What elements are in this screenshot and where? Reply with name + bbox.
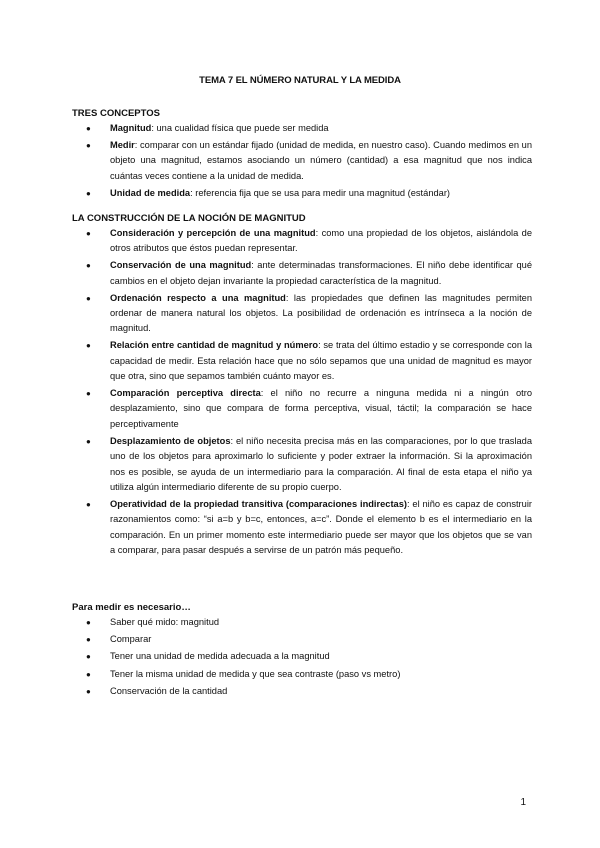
item-text: : el niño necesita precisa más en las comparaciones, por lo que traslada uno de los objetos para aproximarlo lo suficiente y poder extraer la información. Si la aproximación nos es posible, se ayuda de un intermediario para la comparación. Al final de esta etapa el niño ya utiliza algún intermediario diferente de su propio cuerpo. [110,435,532,492]
document-title: TEMA 7 EL NÚMERO NATURAL Y LA MEDIDA [199,75,401,86]
bullet-icon: ● [86,686,91,696]
list-item [72,138,532,184]
item-lead: Consideración y percepción de una magnitud [110,228,316,238]
bullet-icon: ● [86,618,91,627]
item-lead: Conservación de una magnitud [110,260,252,271]
item-text: Conservación de la cantidad [110,685,228,696]
item-text: : como una propiedad de los objetos, aislándola de otros atributos que éstos puedan representar. [110,228,532,254]
bullet-icon: ● [86,389,91,399]
list-item [72,649,532,664]
bullet-icon: ● [86,499,91,509]
item-text: : una cualidad física que puede ser medida [151,123,329,133]
list-item [72,497,532,559]
bullet-icon: ● [86,436,91,446]
bullet-icon: ● [86,261,91,271]
bullet-icon: ● [86,229,91,238]
item-text: : el niño no recurre a ninguna medida ni a ningún otro desplazamiento, sino que compara de forma perceptiva, visual, táctil; la comparación se hace perceptivamente [110,388,532,429]
list-item [72,258,532,289]
section-list-tres-conceptos [72,121,532,203]
item-lead: Comparación perceptiva directa [110,388,261,399]
list-item [72,684,532,699]
list-item [72,226,532,257]
item-text: Comparar [110,634,152,645]
item-lead: Magnitud [110,123,152,133]
item-text: : ante determinadas transformaciones. El niño debe identificar qué cambios en el objeto dejan invariante la propiedad característica de la magnitud. [110,260,532,286]
bullet-icon: ● [86,635,91,645]
section-heading-construccion: LA CONSTRUCCIÓN DE LA NOCIÓN DE MAGNITUD [72,213,306,224]
item-text: Tener la misma unidad de medida y que sea contraste (paso vs metro) [110,668,401,679]
bullet-icon: ● [86,652,91,662]
section-heading-para-medir: Para medir es necesario… [72,602,191,613]
item-lead: Unidad de medida [110,187,191,198]
page-number: 1 [520,797,526,808]
item-text: Saber qué mido: magnitud [110,617,220,627]
item-text: : comparar con un estándar fijado (unidad de medida, en nuestro caso). Cuando medimos en un objeto una magnitud, estamos asociando un número (cantidad) a esa magnitud que nos indica cuántas veces contiene a la unidad de medida. [110,139,532,181]
bullet-icon: ● [86,669,91,679]
bullet-icon: ● [86,188,91,198]
item-lead: Relación entre cantidad de magnitud y número [110,340,319,351]
item-text: : el niño es capaz de construir razonamientos como: “si a=b y b=c, entonces, a=c”. Donde el elemento b es el intermediario en la comparación. En un primer momento este intermediario puede ser mayor que los objetos que se van a comparar, para pasar después a servirse de un patrón más pequeño. [110,498,532,556]
item-lead: Desplazamiento de objetos [110,435,231,446]
item-lead: Operatividad de la propiedad transitiva (comparaciones indirectas) [110,498,407,509]
list-item [72,632,532,647]
list-item [72,186,532,201]
item-text: Tener una unidad de medida adecuada a la magnitud [110,651,330,662]
section-heading-tres-conceptos: TRES CONCEPTOS [72,108,160,119]
bullet-icon: ● [86,293,91,303]
list-item [72,434,532,496]
list-item [72,615,532,630]
item-text: : las propiedades que definen las magnitudes permiten ordenar de manera natural los objetos. La posibilidad de ordenación es intrínseca a la noción de magnitud. [110,292,533,334]
item-lead: Ordenación respecto a una magnitud [110,292,286,303]
list-item [72,291,532,337]
item-text: : referencia fija que se usa para medir una magnitud (estándar) [190,187,451,198]
list-item [72,338,532,384]
section-list-para-medir [72,615,532,701]
item-text: : se trata del último estadio y se corresponde con la capacidad de medir. Esta relación hace que no sólo sepamos que una unidad de magnitud es mayor que otra, sino que sepamos también cuánto mayor es. [110,340,532,382]
bullet-icon: ● [86,124,91,133]
section-list-construccion [72,226,532,560]
bullet-icon: ● [86,140,91,150]
list-item [72,386,532,432]
list-item [72,121,532,136]
list-item [72,667,532,682]
item-lead: Medir [110,139,135,150]
bullet-icon: ● [86,341,91,351]
